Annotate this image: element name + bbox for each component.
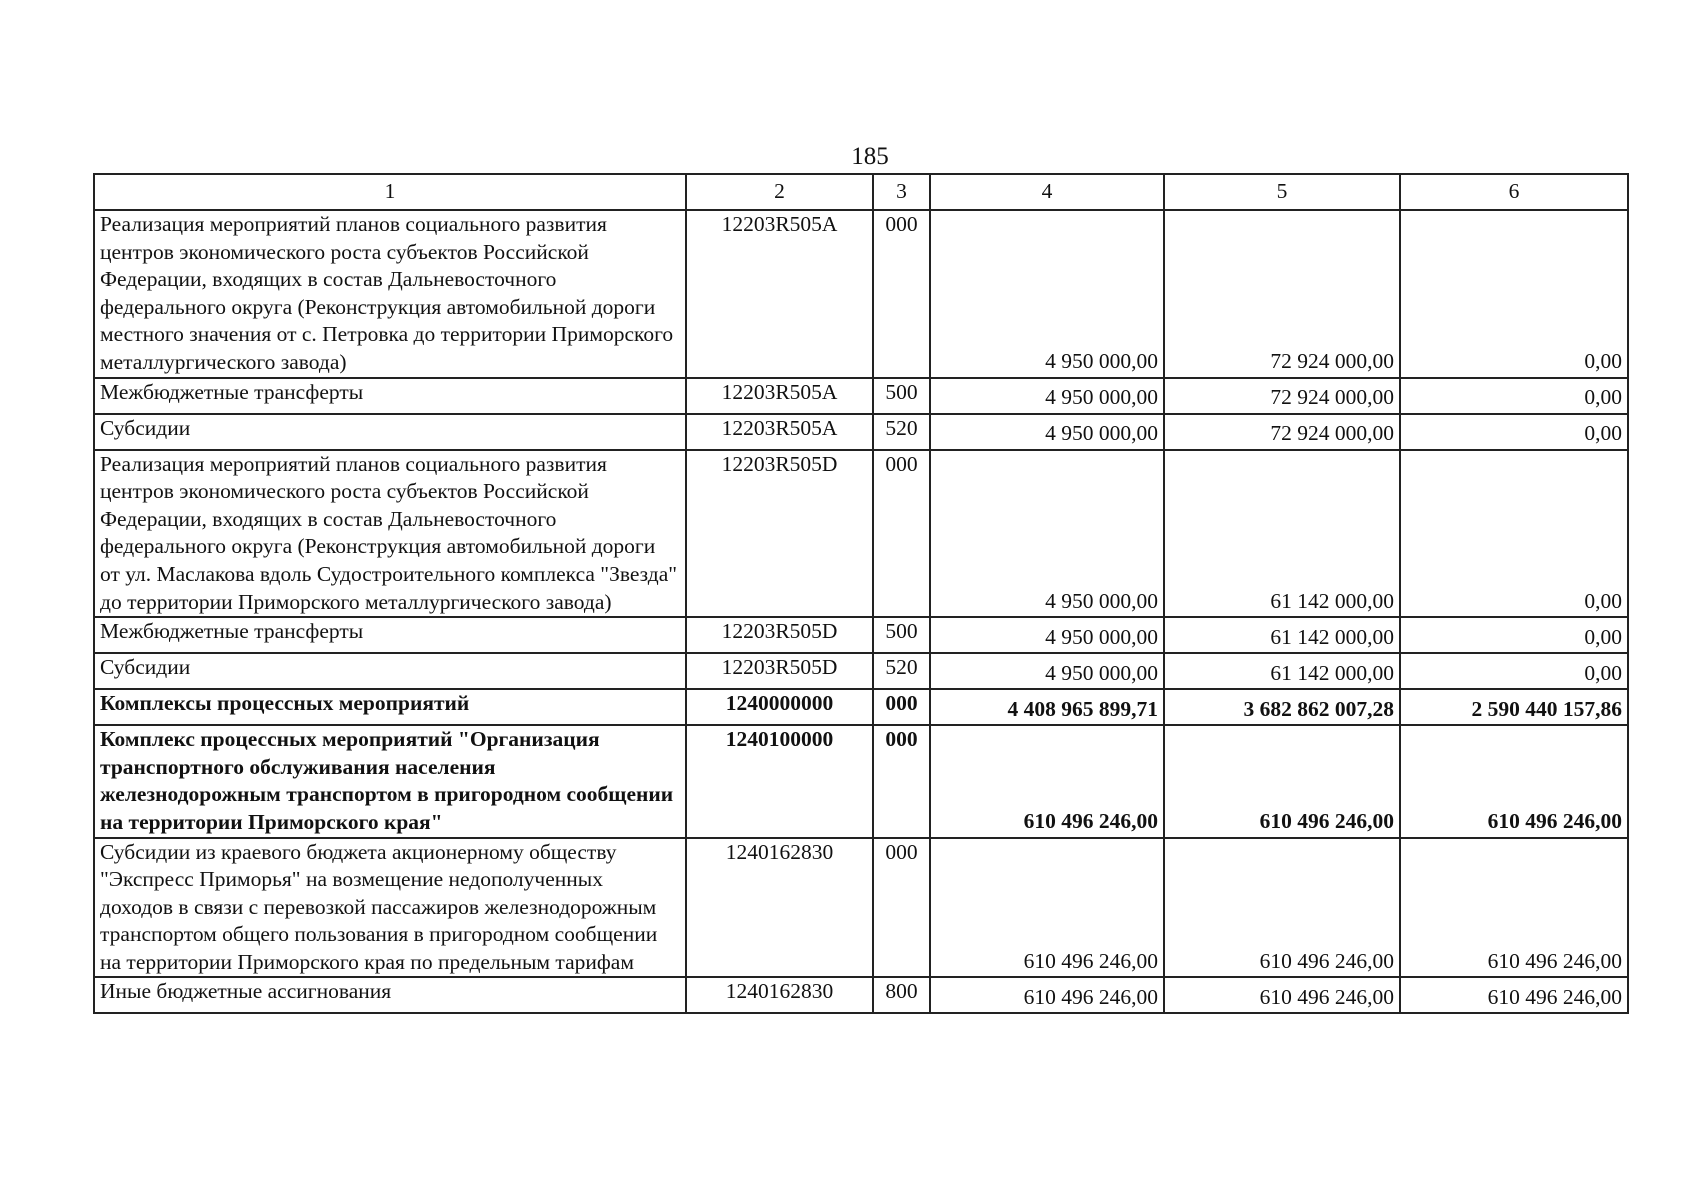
expense-type-cell: 500	[873, 378, 930, 414]
amount-col4-cell: 4 408 965 899,71	[930, 689, 1164, 725]
amount-col5-cell: 610 496 246,00	[1164, 838, 1400, 978]
target-code-cell: 12203R505D	[686, 450, 873, 618]
target-code-cell: 12203R505A	[686, 210, 873, 378]
table-row	[94, 414, 1628, 450]
description-cell: Иные бюджетные ассигнования	[94, 977, 686, 1013]
description-cell: Межбюджетные трансферты	[94, 617, 686, 653]
column-header: 2	[686, 174, 873, 210]
table-row	[94, 210, 1628, 378]
expense-type-cell: 000	[873, 689, 930, 725]
expense-type-cell: 520	[873, 414, 930, 450]
amount-col4-cell: 4 950 000,00	[930, 210, 1164, 378]
column-header: 4	[930, 174, 1164, 210]
budget-table	[93, 173, 1629, 1014]
amount-col6-cell: 610 496 246,00	[1400, 838, 1628, 978]
expense-type-cell: 000	[873, 838, 930, 978]
column-header: 5	[1164, 174, 1400, 210]
target-code-cell: 12203R505A	[686, 378, 873, 414]
amount-col6-cell: 2 590 440 157,86	[1400, 689, 1628, 725]
amount-col5-cell: 72 924 000,00	[1164, 378, 1400, 414]
column-header: 3	[873, 174, 930, 210]
expense-type-cell: 000	[873, 725, 930, 837]
page-number: 185	[851, 143, 889, 170]
description-cell: Межбюджетные трансферты	[94, 378, 686, 414]
description-cell: Комплекс процессных мероприятий "Организация транспортного обслуживания населения железнодорожным транспортом в пригородном сообщении на территории Приморского края"	[94, 725, 686, 837]
amount-col4-cell: 4 950 000,00	[930, 450, 1164, 618]
expense-type-cell: 800	[873, 977, 930, 1013]
description-cell: Субсидии	[94, 414, 686, 450]
amount-col4-cell: 610 496 246,00	[930, 977, 1164, 1013]
amount-col6-cell: 610 496 246,00	[1400, 725, 1628, 837]
table-row	[94, 725, 1628, 837]
table-row	[94, 977, 1628, 1013]
expense-type-cell: 000	[873, 210, 930, 378]
budget-table-body	[94, 174, 1628, 1013]
target-code-cell: 12203R505D	[686, 653, 873, 689]
target-code-cell: 12203R505A	[686, 414, 873, 450]
description-cell: Реализация мероприятий планов социального развития центров экономического роста субъектов Российской Федерации, входящих в состав Дальневосточного федерального округа (Реконструкция автомобильной дороги местного значения от с. Петровка до территории Приморского металлургического завода)	[94, 210, 686, 378]
amount-col4-cell: 4 950 000,00	[930, 378, 1164, 414]
description-cell: Комплексы процессных мероприятий	[94, 689, 686, 725]
table-row	[94, 617, 1628, 653]
amount-col5-cell: 3 682 862 007,28	[1164, 689, 1400, 725]
amount-col6-cell: 0,00	[1400, 414, 1628, 450]
column-number-row	[94, 174, 1628, 210]
table-row	[94, 689, 1628, 725]
description-cell: Субсидии	[94, 653, 686, 689]
expense-type-cell: 500	[873, 617, 930, 653]
amount-col4-cell: 610 496 246,00	[930, 838, 1164, 978]
amount-col5-cell: 72 924 000,00	[1164, 210, 1400, 378]
target-code-cell: 1240000000	[686, 689, 873, 725]
amount-col4-cell: 4 950 000,00	[930, 414, 1164, 450]
target-code-cell: 12203R505D	[686, 617, 873, 653]
expense-type-cell: 520	[873, 653, 930, 689]
table-row	[94, 378, 1628, 414]
amount-col5-cell: 61 142 000,00	[1164, 450, 1400, 618]
amount-col5-cell: 61 142 000,00	[1164, 617, 1400, 653]
table-row	[94, 450, 1628, 618]
target-code-cell: 1240162830	[686, 977, 873, 1013]
table-row	[94, 653, 1628, 689]
amount-col5-cell: 610 496 246,00	[1164, 977, 1400, 1013]
description-cell: Субсидии из краевого бюджета акционерному обществу "Экспресс Приморья" на возмещение недополученных доходов в связи с перевозкой пассажиров железнодорожным транспортом общего пользования в пригородном сообщении на территории Приморского края по предельным тарифам	[94, 838, 686, 978]
amount-col5-cell: 61 142 000,00	[1164, 653, 1400, 689]
amount-col4-cell: 4 950 000,00	[930, 653, 1164, 689]
amount-col6-cell: 0,00	[1400, 210, 1628, 378]
column-header: 6	[1400, 174, 1628, 210]
amount-col6-cell: 0,00	[1400, 653, 1628, 689]
amount-col5-cell: 72 924 000,00	[1164, 414, 1400, 450]
amount-col5-cell: 610 496 246,00	[1164, 725, 1400, 837]
description-cell: Реализация мероприятий планов социального развития центров экономического роста субъектов Российской Федерации, входящих в состав Дальневосточного федерального округа (Реконструкция автомобильной дороги от ул. Маслакова вдоль Судостроительного комплекса "Звезда" до территории Приморского металлургического завода)	[94, 450, 686, 618]
amount-col6-cell: 0,00	[1400, 378, 1628, 414]
target-code-cell: 1240162830	[686, 838, 873, 978]
column-header: 1	[94, 174, 686, 210]
amount-col6-cell: 0,00	[1400, 450, 1628, 618]
amount-col6-cell: 610 496 246,00	[1400, 977, 1628, 1013]
expense-type-cell: 000	[873, 450, 930, 618]
amount-col6-cell: 0,00	[1400, 617, 1628, 653]
target-code-cell: 1240100000	[686, 725, 873, 837]
table-row	[94, 838, 1628, 978]
amount-col4-cell: 4 950 000,00	[930, 617, 1164, 653]
amount-col4-cell: 610 496 246,00	[930, 725, 1164, 837]
